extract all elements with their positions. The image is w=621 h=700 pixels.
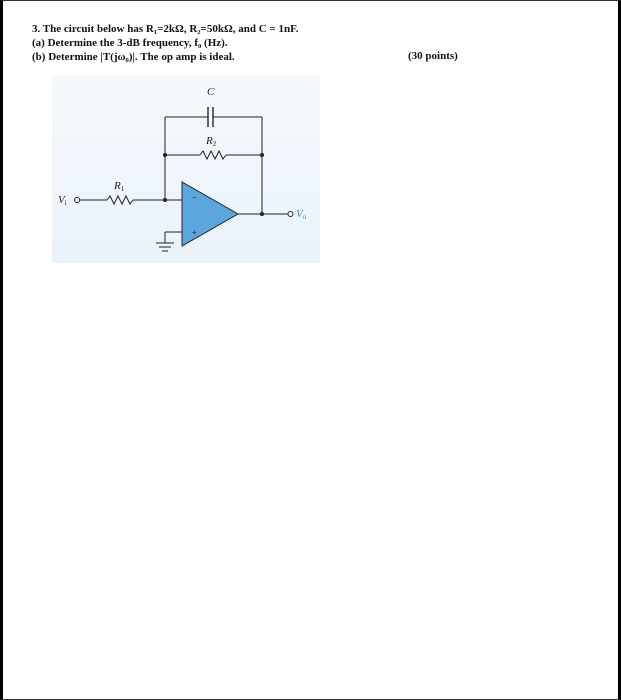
question-part-b: (b) Determine |T(jω₀)|. The op amp is ideal. bbox=[32, 51, 235, 63]
question-line-1: 3. The circuit below has R₁=2kΩ, R₂=50kΩ, and C = 1nF. bbox=[32, 23, 299, 35]
question-part-a: (a) Determine the 3-dB frequency, f₀ (Hz). bbox=[32, 37, 228, 49]
inverting-sign: − bbox=[192, 193, 197, 202]
node-inverting bbox=[163, 198, 167, 202]
vo-label-sub: o bbox=[302, 213, 307, 221]
vo-terminal bbox=[288, 212, 293, 217]
circuit-diagram bbox=[52, 75, 320, 263]
vi-label bbox=[58, 195, 67, 209]
node-cap-left bbox=[163, 153, 167, 157]
r1-resistor bbox=[107, 196, 133, 204]
vi-terminal bbox=[75, 198, 80, 203]
r2-label bbox=[206, 136, 216, 150]
noninverting-sign: + bbox=[192, 228, 197, 237]
r1-label bbox=[114, 181, 124, 195]
capacitor-label: C bbox=[207, 86, 215, 98]
r2-label-main: R bbox=[206, 135, 213, 147]
vi-label-sub: i bbox=[64, 199, 67, 207]
question-text bbox=[32, 22, 299, 64]
r1-label-sub: 1 bbox=[120, 185, 125, 193]
vo-label-main: V bbox=[296, 208, 303, 220]
points-label: (30 points) bbox=[408, 50, 458, 62]
r2-resistor bbox=[200, 151, 226, 159]
r1-label-main: R bbox=[114, 180, 121, 192]
circuit-schematic bbox=[52, 75, 320, 263]
opamp-triangle bbox=[182, 182, 238, 246]
node-cap-right bbox=[260, 153, 264, 157]
vi-label-main: V bbox=[58, 194, 65, 206]
vo-label bbox=[296, 209, 306, 223]
node-output bbox=[260, 212, 264, 216]
r2-label-sub: 2 bbox=[212, 140, 217, 148]
